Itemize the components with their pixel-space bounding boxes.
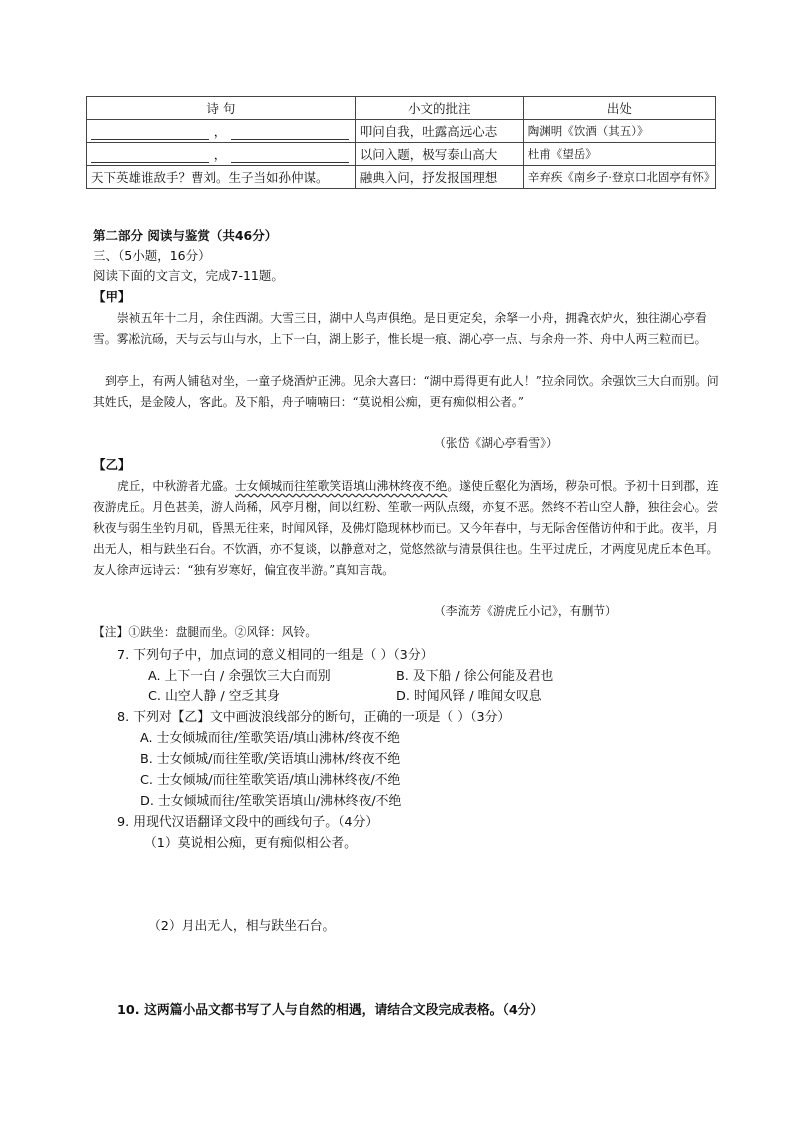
- source-cell: 杜甫《望岳》: [523, 143, 715, 166]
- passage-jia-source: （张岱《湖心亭看雪》）: [434, 436, 558, 450]
- question-8-stem: 8. 下列对【乙】文中画波浪线部分的断句，正确的一项是（ ）（3分）: [117, 710, 511, 725]
- note-cell: 以问入题，极写泰山高大: [355, 143, 523, 166]
- table-row: [87, 166, 716, 189]
- passage-jia-label: 【甲】: [93, 289, 131, 304]
- blank-line[interactable]: [91, 150, 209, 163]
- question-7-option-a[interactable]: A. 上下一白 / 余强饮三大白而别: [148, 669, 331, 684]
- section-three-heading: 三、（5小题，16分）: [93, 248, 211, 263]
- question-7-option-c[interactable]: C. 山空人静 / 空乏其身: [148, 689, 280, 704]
- blank-line[interactable]: [231, 150, 349, 163]
- question-7-option-d[interactable]: D. 时闻风铎 / 唯闻女叹息: [396, 689, 542, 704]
- question-7-option-b[interactable]: B. 及下船 / 徐公何能及君也: [396, 669, 554, 684]
- question-9-sentence-2: （2）月出无人，相与趺坐石台。: [148, 919, 336, 934]
- question-8-option-c[interactable]: C. 士女倾城/而往笙歌笑语/填山沸林终夜/不绝: [140, 773, 401, 788]
- part2-title: 第二部分 阅读与鉴赏（共46分）: [93, 228, 278, 243]
- blank-line[interactable]: [231, 127, 349, 140]
- question-8-option-a[interactable]: A. 士女倾城而往/笙歌笑语/填山沸林/终夜不绝: [140, 731, 400, 746]
- question-8-option-b[interactable]: B. 士女倾城/而往笙歌/笑语填山沸林/终夜不绝: [140, 752, 401, 767]
- passage-yi-label: 【乙】: [93, 457, 131, 472]
- verse-blank-cell[interactable]: ，: [87, 120, 356, 143]
- reading-instruction: 阅读下面的文言文，完成7-11题。: [93, 268, 284, 283]
- question-8-option-d[interactable]: D. 士女倾城而往/笙歌笑语填山/沸林终夜/不绝: [140, 794, 402, 809]
- note-cell: 融典入问，抒发报国理想: [355, 166, 523, 189]
- passage-jia-p1: 崇祯五年十二月，余住西湖。大雪三日，湖中人鸟声俱绝。是日更定矣，余拏一小舟，拥毳衣炉火，独往湖心亭看雪。雾凇沆砀，天与云与山与水，上下一白，湖上影子，惟长堤一痕、湖心亭一点、与余舟一芥、舟中人两三粒而已。: [93, 311, 707, 346]
- question-7-stem: 7. 下列句子中，加点词的意义相同的一组是（ ）（3分）: [117, 648, 434, 663]
- blank-line[interactable]: [91, 127, 209, 140]
- verse-blank-cell[interactable]: ，: [87, 143, 356, 166]
- question-9-sentence-1: （1）莫说相公痴，更有痴似相公者。: [144, 836, 357, 851]
- poem-table: [86, 96, 716, 189]
- question-9-stem: 9. 用现代汉语翻译文段中的画线句子。（4分）: [117, 815, 379, 830]
- header-source: 出处: [523, 97, 715, 120]
- passage-yi-body: 虎丘，中秋游者尤盛。士女倾城而往笙歌笑语填山沸林终夜不绝。遂使丘壑化为酒场，秽杂可恨。予初十日到郡，连夜游虎丘。月色甚美，游人尚稀，风亭月榭，间以红粉、笙歌一两队点缀，亦复不恶。然终不若山空人静，独往会心。尝秋夜与弱生坐钓月矶，昏黑无往来，时闻风铎，及佛灯隐现林杪而已。又今年春中，与无际舍侄偕访仲和于此。夜半，月出无人，相与趺坐石台。不饮酒，亦不复谈，以静意对之，觉悠然欲与清景俱往也。生平过虎丘，才两度见虎丘本色耳。友人徐声远诗云：“独有岁寒好，偏宜夜半游。”真知言哉。: [93, 479, 719, 577]
- wavy-underlined-sentence: 士女倾城而往笙歌笑语填山沸林终夜不绝: [234, 479, 448, 493]
- header-verse: 诗 句: [87, 97, 356, 120]
- note-cell: 叩问自我，吐露高远心志: [355, 120, 523, 143]
- source-cell: 辛弃疾《南乡子·登京口北固亭有怀》: [523, 166, 715, 189]
- table-row: [87, 120, 716, 143]
- header-note: 小文的批注: [355, 97, 523, 120]
- table-row: [87, 143, 716, 166]
- question-10-stem: 10. 这两篇小品文都书写了人与自然的相遇，请结合文段完成表格。（4分）: [117, 1003, 544, 1018]
- source-cell: 陶渊明《饮酒（其五）》: [523, 120, 715, 143]
- passage-yi-source: （李流芳《游虎丘小记》，有删节）: [434, 604, 617, 618]
- verse-cell: 天下英雄谁敌手？曹刘。生子当如孙仲谋。: [87, 166, 356, 189]
- annotation-note: 【注】①趺坐：盘腿而坐。②风铎：风铃。: [93, 625, 318, 639]
- passage-jia-p2: 到亭上，有两人铺毡对坐，一童子烧酒炉正沸。见余大喜曰：“湖中焉得更有此人！”拉余同饮。余强饮三大白而别。问其姓氏，是金陵人，客此。及下船，舟子喃喃曰：“莫说相公痴，更有痴似相公者。”: [93, 374, 719, 409]
- table-header-row: [87, 97, 716, 120]
